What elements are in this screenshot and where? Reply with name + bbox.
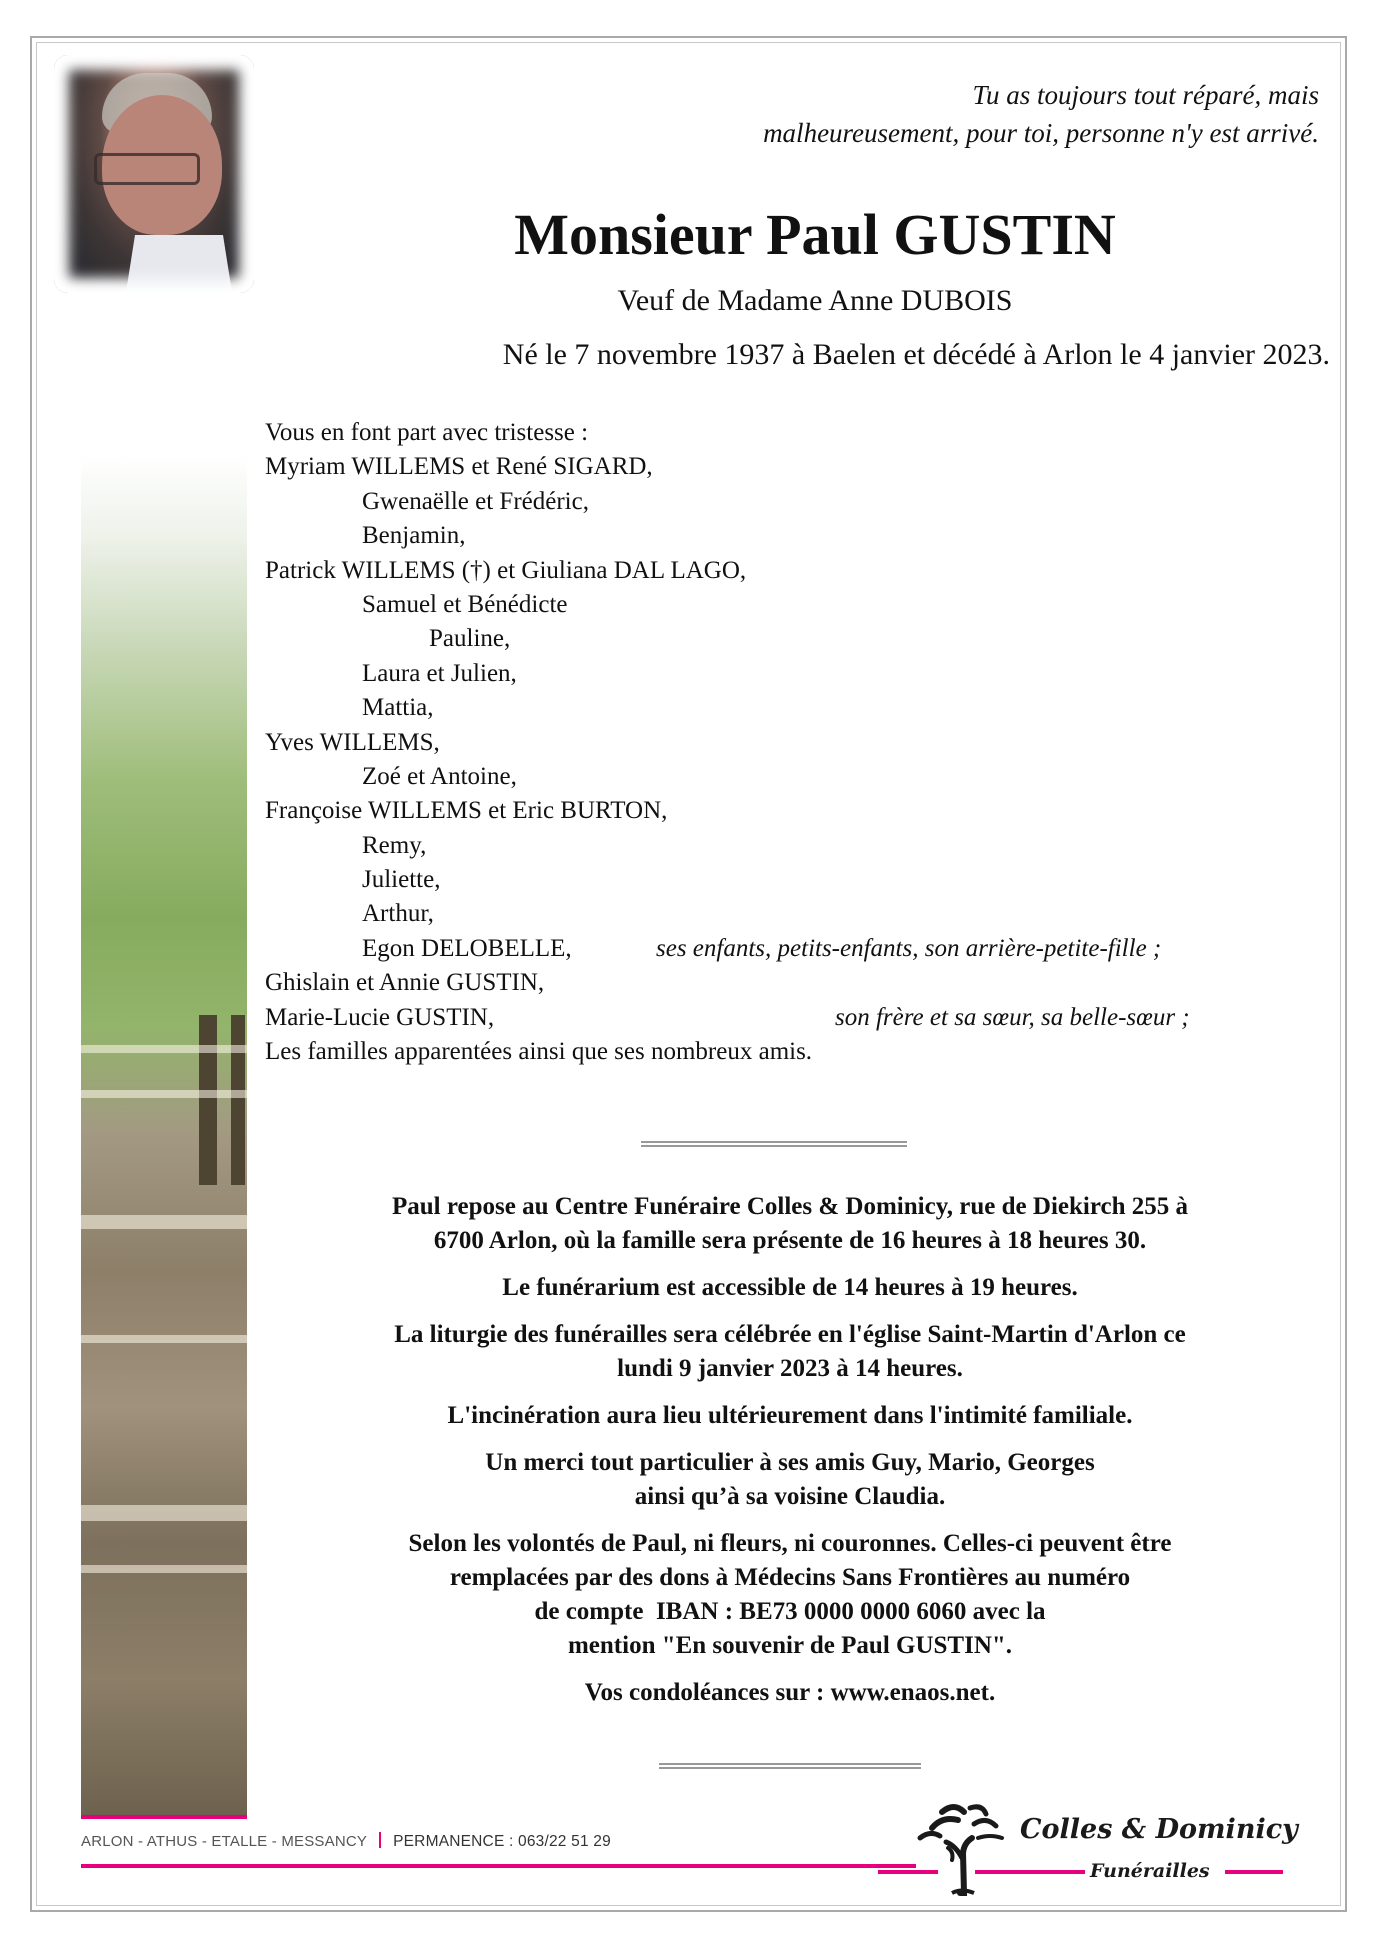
footer-contact <box>81 1832 611 1851</box>
family-member: Patrick WILLEMS (†) et Giuliana DAL LAGO, <box>265 556 747 584</box>
logo-subtitle: Funérailles <box>1090 1860 1210 1882</box>
family-member: Mattia, <box>362 694 434 722</box>
family-row <box>265 897 812 931</box>
logo-line-mid <box>975 1870 1085 1874</box>
family-row <box>265 794 812 828</box>
epigraph-line: Tu as toujours tout réparé, mais <box>972 80 1319 110</box>
family-row <box>265 691 812 725</box>
logo-line-right <box>1225 1870 1283 1874</box>
family-row <box>265 726 812 760</box>
family-row <box>265 519 812 553</box>
footer-accent-line <box>81 1864 916 1868</box>
family-row <box>265 554 812 588</box>
info-funerarium-hours: Le funérarium est accessible de 14 heures à 19 heures. <box>502 1274 1078 1301</box>
family-member: Françoise WILLEMS et Eric BURTON, <box>265 797 668 825</box>
family-member: Benjamin, <box>362 522 466 550</box>
family-member: Les familles apparentées ainsi que ses nombreux amis. <box>265 1038 813 1066</box>
family-row <box>265 622 812 656</box>
deceased-name: Monsieur Paul GUSTIN <box>514 202 1116 267</box>
family-member: Gwenaëlle et Frédéric, <box>362 487 589 515</box>
family-member: Remy, <box>362 831 427 859</box>
family-member: Juliette, <box>362 866 441 894</box>
family-member: Pauline, <box>429 625 511 653</box>
family-member: Laura et Julien, <box>362 659 517 687</box>
info-visitation: Paul repose au Centre Funéraire Colles & Dominicy, rue de Diekirch 255 à 6700 Arlon, où la famille sera présente de 16 heures à 18 heures 30. <box>392 1193 1188 1254</box>
info-thanks: Un merci tout particulier à ses amis Guy, Mario, Georges ainsi qu’à sa voisine Claudia. <box>485 1449 1095 1510</box>
divider-bottom <box>659 1763 921 1769</box>
family-list <box>265 416 1190 1069</box>
family-row <box>265 760 812 794</box>
info-cremation: L'incinération aura lieu ultérieurement dans l'intimité familiale. <box>447 1402 1133 1429</box>
info-donations: Selon les volontés de Paul, ni fleurs, ni couronnes. Celles-ci peuvent être remplacées par des dons à Médecins Sans Frontières au numéro de compte IBAN : BE73 0000 0000 6060 avec la mention "En souvenir de Paul GUSTIN". <box>408 1530 1172 1659</box>
tree-icon <box>912 1798 1012 1898</box>
family-member: Myriam WILLEMS et René SIGARD, <box>265 453 653 481</box>
family-row <box>265 966 812 1000</box>
family-row <box>265 588 812 622</box>
family-row <box>265 657 812 691</box>
family-row <box>265 863 812 897</box>
logo-brand-name: Colles & Dominicy <box>1020 1814 1298 1845</box>
family-row <box>265 450 812 484</box>
family-member: Ghislain et Annie GUSTIN, <box>265 969 545 997</box>
family-member: Zoé et Antoine, <box>362 762 517 790</box>
forest-path-image <box>81 455 247 1815</box>
family-row <box>265 932 1162 966</box>
epigraph-line: malheureusement, pour toi, personne n'y est arrivé. <box>763 118 1319 148</box>
forest-accent-bar <box>81 1815 247 1819</box>
portrait-photo <box>54 55 254 293</box>
family-member: Arthur, <box>362 900 434 928</box>
birth-death-line: Né le 7 novembre 1937 à Baelen et décédé à Arlon le 4 janvier 2023. <box>502 338 1330 371</box>
family-member: Marie-Lucie GUSTIN, <box>265 1003 495 1031</box>
family-relation: son frère et sa sœur, sa belle-sœur ; <box>835 1003 1190 1031</box>
info-liturgy: La liturgie des funérailles sera célébrée en l'église Saint-Martin d'Arlon ce lundi 9 janvier 2023 à 14 heures. <box>394 1321 1186 1382</box>
family-member: Egon DELOBELLE, <box>362 934 572 962</box>
family-member: Samuel et Bénédicte <box>362 590 568 618</box>
family-row <box>265 1035 812 1069</box>
family-row <box>265 485 812 519</box>
family-row <box>265 1001 1190 1035</box>
logo-line-left <box>878 1870 938 1874</box>
divider-top <box>641 1141 907 1147</box>
spouse-line: Veuf de Madame Anne DUBOIS <box>617 284 1013 317</box>
family-member: Yves WILLEMS, <box>265 728 440 756</box>
funeral-home-logo <box>890 1790 1310 1900</box>
epigraph <box>763 76 1319 152</box>
info-condolences[interactable]: Vos condoléances sur : www.enaos.net. <box>584 1679 996 1706</box>
family-relation: ses enfants, petits-enfants, son arrière-petite-fille ; <box>656 934 1162 962</box>
ceremony-info <box>290 1190 1290 1723</box>
family-intro: Vous en font part avec tristesse : <box>265 419 589 446</box>
footer-locations: ARLON - ATHUS - ETALLE - MESSANCY <box>81 1833 368 1850</box>
family-row <box>265 829 812 863</box>
footer-separator <box>379 1832 381 1848</box>
footer-permanence: PERMANENCE : 063/22 51 29 <box>393 1833 611 1850</box>
